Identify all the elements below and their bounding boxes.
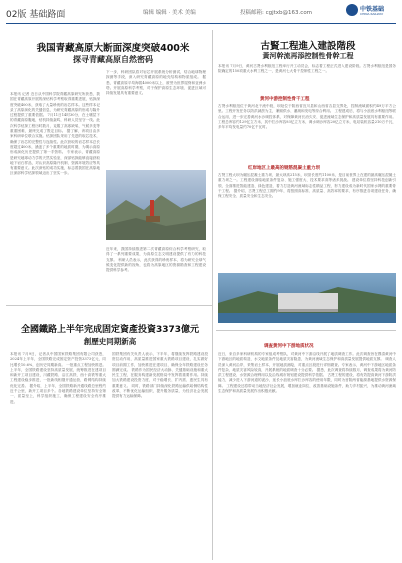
article2-p8: 工程建设还将带动当地经济社会发展，增加就业岗位，改善基础设施条件，助力乡村振兴，为推动黄河流域生态保护和高质量发展作出积极贡献。 [218, 383, 396, 394]
article1-p2: 7月11日14时30分，在土壤层下的青藏高原腹地，钻机持续轰鸣，科研人员坚守一线。此次科学钻探工程历时数月，克服了高寒缺氧、气候多变等重重困难，最终完成了既定目标。 [10, 113, 100, 134]
article1-p6: 据悉，青藏高原平均海拔4000米以上，被誉为世界屋脊和亚洲水塔。开展高原科学考察，对于保护高原生态环境、促进区域可持续发展具有重要意义。 [106, 75, 206, 96]
article2-section1-text [218, 104, 396, 162]
article1-p5: 下一步，科研团队将对岩芯开展系统分析测试，结合地球物理探测等手段，深入研究青藏高原的地壳结构和物质组成。 [106, 70, 206, 80]
article2-p4: 古贤工程大坝为碾压混凝土重力坝，最大坝高215米，坝顶长度约1100米，是目前世界上在建的最高碾压混凝土重力坝之一。工程建设面临地质条件复杂、施工强度大、技术要求高等诸多挑战。 [218, 173, 396, 183]
plateau-landscape-image [106, 170, 206, 240]
article2-p7: 古贤工程的建设，将有效提高黄河下游防洪能力，减少进入下游河道的泥沙，延长小浪底水库拦沙库容的使用年限，同时为晋陕两省能源基地提供水资源保障。 [218, 373, 396, 388]
article3-p3: 据介绍，上半年，全国铁路新开通线路总里程约近千公里，新开工项目多个。各地铁路建设单位坚持安全第一、质量至上，科学组织施工，确保工程建设安全有序推进。 [10, 383, 106, 404]
article1-title: 我国青藏高原大断面深度突破400米 [36, 43, 190, 54]
logo-name: 中铁基础 [360, 6, 385, 13]
column-divider-top [212, 30, 213, 335]
logo-emblem-icon [346, 4, 358, 16]
article3-column2 [112, 352, 208, 557]
header-divider [6, 23, 396, 24]
column-divider-bottom [212, 312, 213, 560]
article2-section2-text [218, 173, 396, 268]
article4-p1: 近日，来自多家科研机构的专家组成考察队，对黄河中下游沿线开展了地质调查工作。此次调查旨在摸清黄河中下游地区的地质构造、水文地质条件及地质灾害隐患，为黄河流域生态保护和高质量发展提供地质支撑。 [218, 352, 396, 362]
article1-photo-plateau [106, 170, 206, 240]
article4-p3: 据悉，此次调查将持续数月，调查成果将为黄河防洪工程建设、水资源合理利用以及沿线城市规划建设提供科学依据。 [218, 367, 396, 378]
article3-title: 全國鐵路上半年完成固定資產投資3373億元 [20, 325, 200, 335]
article1-p4: 专家表示，青藏高原是研究地球动力学的天然实验室，深部钻探能够直接获取地下岩石样品，对认识高原隆升机制、资源环境效应等具有重要意义。此次深钻的成功实施，标志着我国在高原地区深部科学钻探领域迈出了坚实一步。 [10, 150, 100, 176]
article2-photo-dam [218, 273, 396, 323]
article3-p6: 同时，铁路部门持续深化铁路运输供给侧结构性改革，不断优化运输组织，提升服务质量，为经济社会发展提供有力运输保障。 [112, 383, 208, 399]
article2-p5: 建设单位将坚持科技创新引领，全面推进智能建造、绿色建造，着力打造黄河流域标志性精品工程，努力建设成为新时代国家水网的重要骨干工程。 [218, 178, 396, 193]
page-header [0, 0, 402, 24]
article2-title: 古賢工程進入建設階段 [260, 41, 356, 52]
article3-p1: 本报讯 7月9日，记者从中国国家铁路集团有限公司获悉，2024年上半年，全国铁路完成固定资产投资3373亿元，同比增长10.6%，创历史同期新高。 [10, 352, 106, 367]
submission-email: 投稿邮箱: cgjtxb@163.com [240, 10, 313, 16]
article2-p3: 工程总库容约129亿立方米，其中拦沙库容93亿立方米，调水调沙库容20亿立方米，电站装机容量210万千瓦，多年平均发电量约70亿千瓦时。 [218, 119, 396, 130]
dam-rendering-image [218, 273, 396, 323]
article3-p4: 国铁集团有关负责人表示，下半年，将继续发挥铁路建设投资拉动作用，高质量推进国家重大铁路项目建设，扎实做好项目前期工作，加快推进在建项目，确保全年铁路建设任务圆满完成。 [112, 352, 208, 372]
article1-p8: 科研人员表示，此次获得的珍贵样本，将为研究全球气候变化提供新的视角，也将为高原地区的资源勘查和工程建设提供科学参考。 [106, 257, 206, 273]
article1-p1: 本报讯 记者 近日从中国科学院青藏高原研究所获悉，我国在青藏高原开展的深钻科学考察取得重要进展，钻探深度突破400米，获取了大量珍贵的岩芯样本。这些样本记录了高原演化的关键信息，为研究青藏高原的形成与隆升过程提供了重要依据。 [10, 92, 100, 118]
article2-intro: 本报讯 7月9日，黄河古贤水利枢纽工程举行开工动员会，标志着工程正式进入建设阶段。古贤水利枢纽是国务院确定的150项重大水利工程之一，是黄河七大骨干控制性工程之一。 [218, 64, 396, 74]
article2-section2-heading: 红岸地区上最高的钢筋混凝土重力坝 [248, 166, 320, 171]
article1-column2-top [106, 70, 206, 165]
article1-column1 [10, 92, 100, 297]
article3-p2: 一批重点工程加快推进。上半年，全国铁路建设坚持高质量发展，统筹推进在建项目和新开工项目建设，川藏铁路、沿江高铁、西十高铁等重大工程建设稳步推进，一批新线相继开通运营，路网结构持续优化完善。 [10, 362, 106, 388]
article1-p3: 据了解，该项目由多家科研单位联合实施。钻探团队采用了先进的取芯技术，确保了岩芯的完整性与连续性。此次获取的岩芯样本总长度超过400米，涵盖了多个重要的地质时期，为揭示高原形成演化历史提供了第一手资料。 [10, 129, 100, 155]
article4-heading: 调查黄河中下游地质状况 [264, 344, 314, 349]
article4-text [218, 352, 396, 557]
article2-p6: 据介绍，古贤工程总工期约9年，将按照高标准、高质量、高效率的要求，有序推进各项建设任务，确保工程安全、质量安全和生态安全。 [218, 188, 396, 199]
article4-p2: 调查人员深入黄河沿岸，采集岩土样本，开展地质测绘，对重点区段进行详细勘查。专家表示，黄河中下游地区地质条件复杂，地质灾害风险较高，开展系统的地质调查十分必要。 [218, 357, 396, 372]
page-section-label: 02版 基础路面 [6, 10, 66, 20]
article2-bottom-divider [216, 330, 396, 331]
article2-subtitle: 黃河幹流再添控制性骨幹工程 [262, 52, 354, 60]
article1-subtitle: 探寻青藏高原自然密码 [73, 55, 153, 64]
article1-p7: 近年来，我国持续推进第二次青藏高原综合科学考察研究，取得了一系列重要成果，为高原生态文明建设提供了有力的科技支撑。 [106, 247, 206, 262]
editor-credit: 编辑 编辑 · 美术 美编 [143, 10, 196, 16]
article3-column1 [10, 352, 106, 557]
article2-section1-heading: 黄河中游控制性骨干工程 [260, 97, 310, 102]
article2-p2: 工程建成后，将与小浪底水利枢纽等联合运用，进一步完善黄河水沙调控体系，对保障黄河长治久安、促进流域生态保护和高质量发展具有重要作用。 [218, 109, 396, 119]
section-divider-left [6, 305, 212, 306]
logo-subtitle: CHINA RAILWAY [360, 12, 384, 16]
article3-subtitle: 創歷史同期新高 [83, 337, 137, 346]
article3-p5: 铁路作为国民经济大动脉、关键基础设施和重大民生工程，在服务构建新发展格局中发挥着重要作用。持续加大铁路建设投资力度，对于稳增长、扩内需、惠民生具有重要意义。 [112, 367, 208, 388]
article1-column2-bottom [106, 247, 206, 302]
article2-p1: 古贤水利枢纽位于黄河北干流中段，坝址位于陕西省宜川县和山西省吉县交界处，控制流域面积约49万平方公里。工程开发任务以防洪减淤为主，兼顾供水、灌溉和发电等综合利用。 [218, 104, 396, 114]
newspaper-logo [346, 3, 396, 19]
